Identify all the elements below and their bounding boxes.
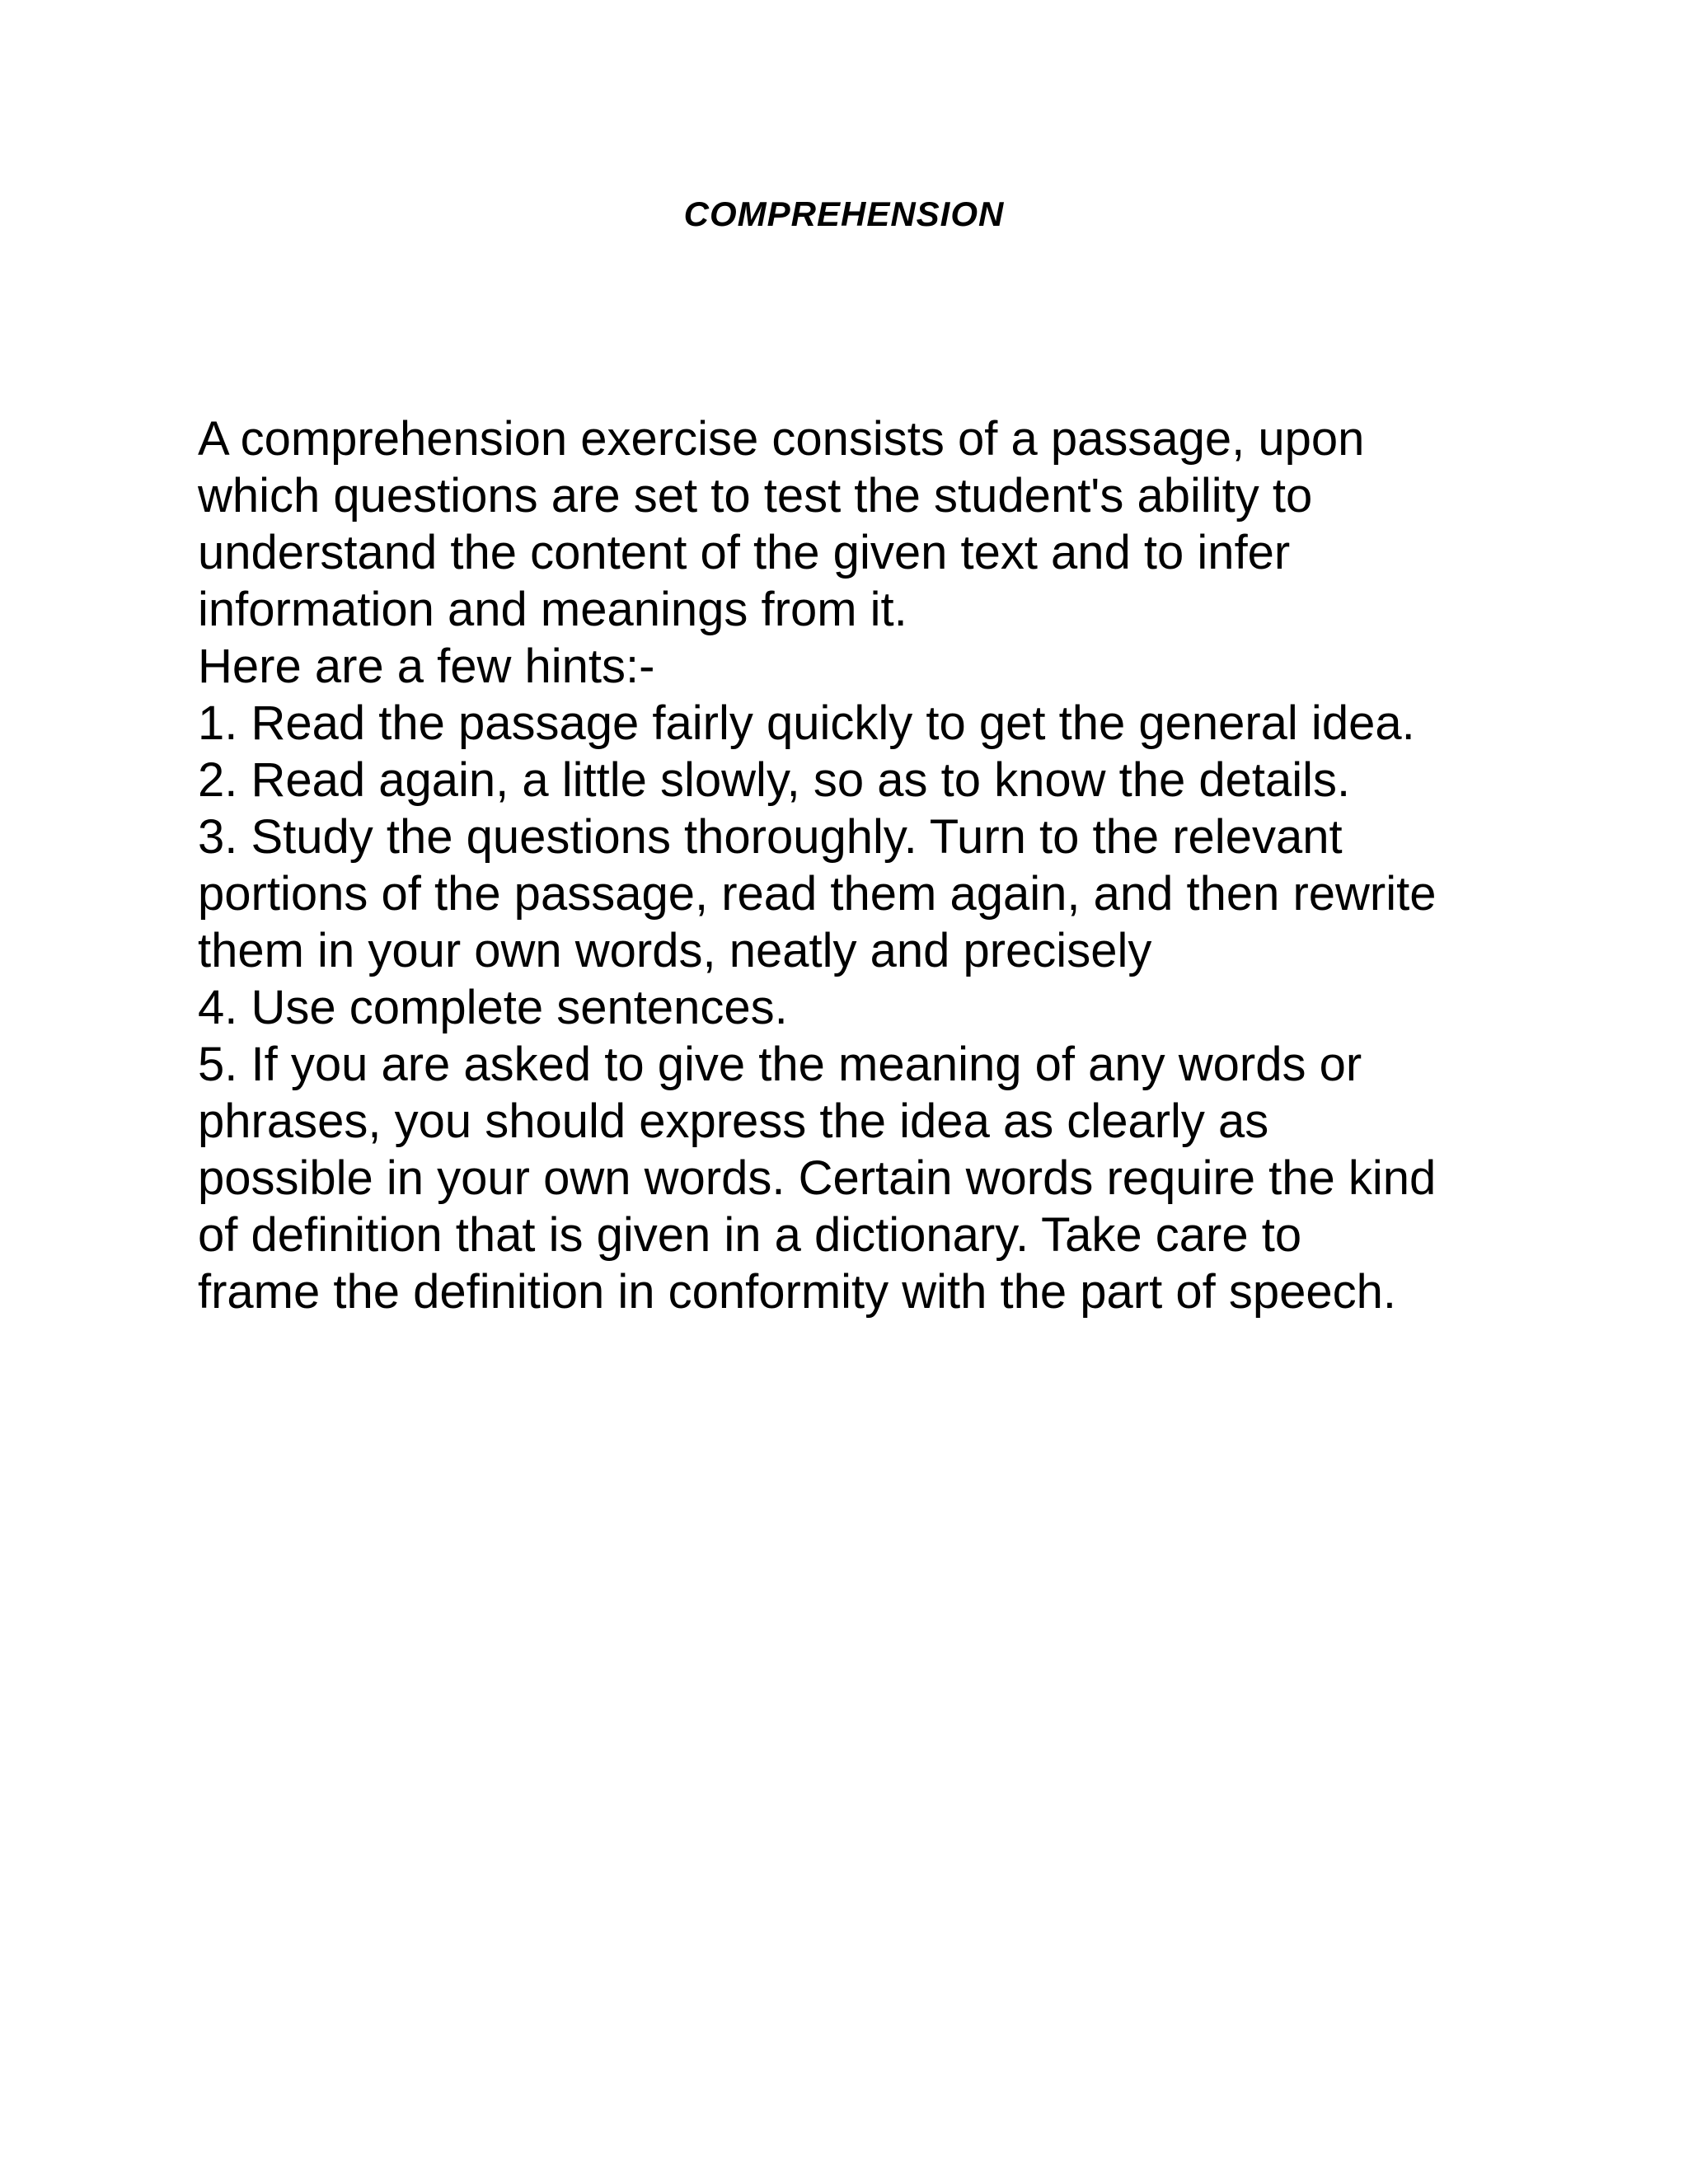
hint-item-5-line-2: phrases, you should express the idea as clearly as <box>198 1094 1269 1148</box>
hint-item-5-line-5: frame the definition in conformity with the part of speech. <box>198 1265 1396 1319</box>
hint-item-3-line-3: them in your own words, neatly and precisely <box>198 924 1152 977</box>
hint-item-3-line-1: 3. Study the questions thoroughly. Turn to the relevant <box>198 810 1343 864</box>
hint-item-5-line-3: possible in your own words. Certain words require the kind <box>198 1151 1437 1205</box>
hint-item-4: 4. Use complete sentences. <box>198 981 788 1034</box>
hints-heading: Here are a few hints:- <box>198 640 655 693</box>
hint-item-5-line-1: 5. If you are asked to give the meaning of any words or <box>198 1038 1362 1091</box>
hint-item-2: 2. Read again, a little slowly, so as to know the details. <box>198 753 1351 807</box>
hint-item-5-line-4: of definition that is given in a dictionary. Take care to <box>198 1208 1302 1262</box>
hint-item-3-line-2: portions of the passage, read them again, and then rewrite <box>198 867 1437 921</box>
text-line-intro-1: A comprehension exercise consists of a passage, upon <box>198 412 1365 466</box>
text-line-intro-3: understand the content of the given text and to infer <box>198 526 1291 579</box>
text-line-intro-4: information and meanings from it. <box>198 583 907 636</box>
text-line-intro-2: which questions are set to test the student's ability to <box>198 469 1313 523</box>
passage-body <box>198 410 1533 1320</box>
hint-item-1: 1. Read the passage fairly quickly to get the general idea. <box>198 696 1415 750</box>
page-title: COMPREHENSION <box>683 194 1005 233</box>
